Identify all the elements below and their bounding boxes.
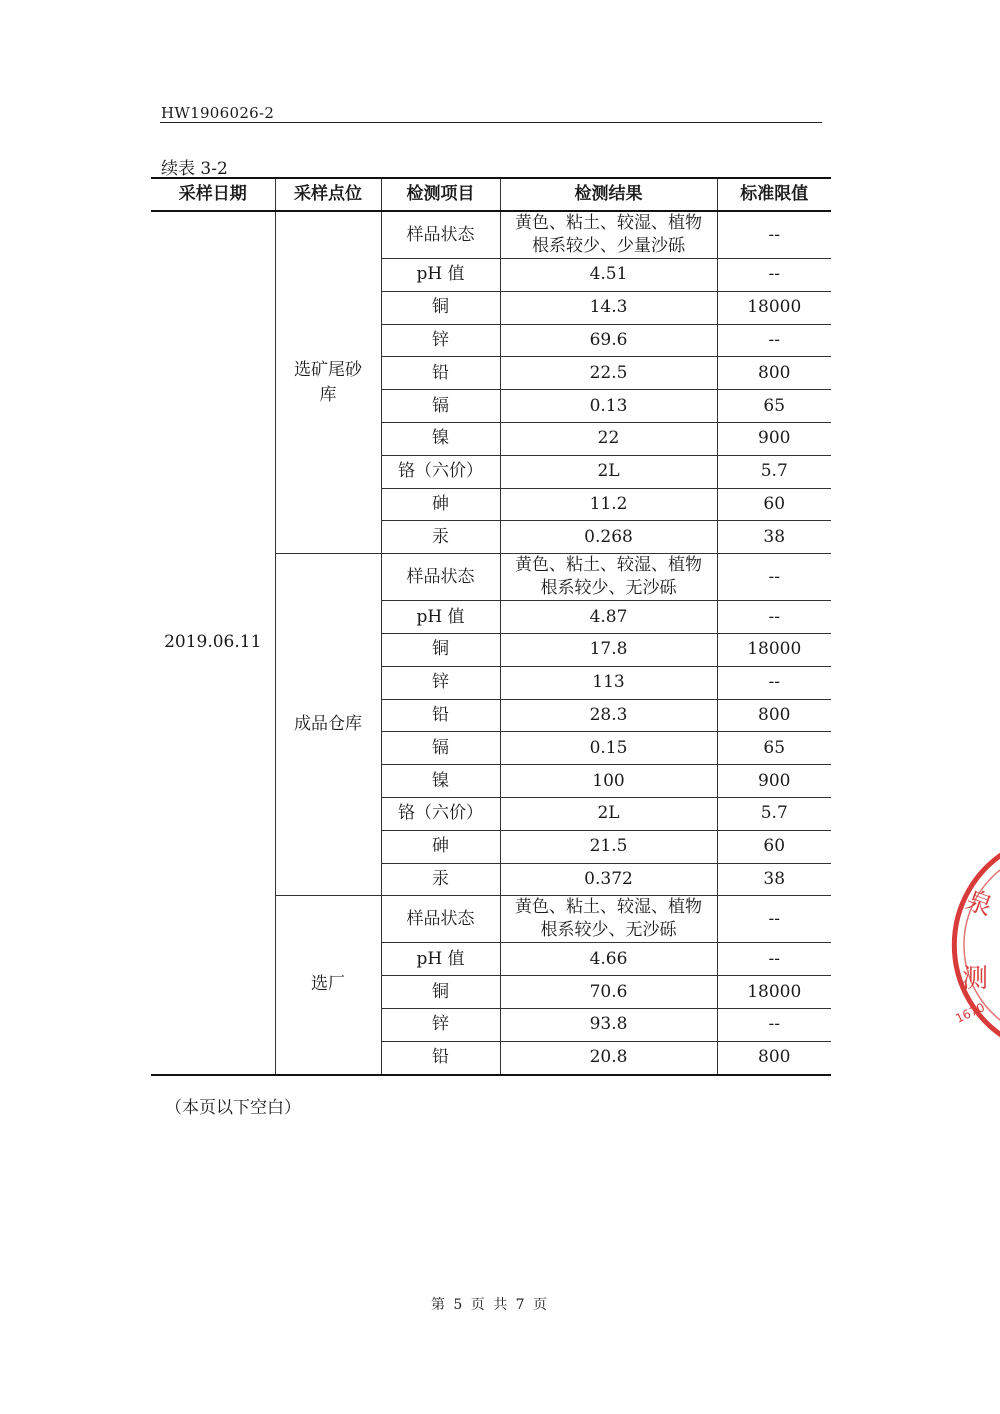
test-result-cell <box>500 554 717 601</box>
test-item-cell: 铬（六价） <box>381 455 500 488</box>
results-table <box>151 177 831 1076</box>
test-result-cell: 14.3 <box>500 291 717 324</box>
page-number: 第 5 页 共 7 页 <box>430 1297 550 1313</box>
test-result-cell: 93.8 <box>500 1008 717 1041</box>
sampling-point-cell <box>275 554 381 896</box>
sampling-point-cell <box>275 896 381 1075</box>
test-result-cell: 22 <box>500 422 717 455</box>
test-item-cell: pH 值 <box>381 943 500 976</box>
test-result-cell: 11.2 <box>500 488 717 521</box>
header-standard-limit: 标准限值 <box>717 178 831 211</box>
standard-limit-cell: 60 <box>717 830 831 863</box>
test-item-cell: pH 值 <box>381 601 500 634</box>
test-result-cell: 4.66 <box>500 943 717 976</box>
standard-limit-cell: -- <box>717 324 831 357</box>
test-item-cell: 镉 <box>381 732 500 765</box>
sampling-point-label: 选厂 <box>311 974 345 995</box>
test-item-cell: 铅 <box>381 357 500 390</box>
test-item-cell: 镍 <box>381 422 500 455</box>
test-result-cell: 4.51 <box>500 259 717 292</box>
test-item-cell: 汞 <box>381 521 500 554</box>
sample-state-text: 黄色、粘土、较湿、植物根系较少、无沙砾 <box>515 897 702 941</box>
test-result-cell: 70.6 <box>500 976 717 1009</box>
test-item-cell: 砷 <box>381 488 500 521</box>
standard-limit-cell: 5.7 <box>717 455 831 488</box>
sampling-point-label: 选矿尾砂库 <box>294 359 362 405</box>
test-result-cell: 100 <box>500 765 717 798</box>
test-item-cell: 铜 <box>381 633 500 666</box>
test-result-cell: 20.8 <box>500 1041 717 1074</box>
standard-limit-cell: 65 <box>717 390 831 423</box>
test-result-cell: 4.87 <box>500 601 717 634</box>
test-item-cell: 样品状态 <box>381 896 500 943</box>
header-divider <box>160 122 822 123</box>
svg-text:测: 测 <box>962 964 989 994</box>
test-item-cell: 铜 <box>381 976 500 1009</box>
report-code: HW1906026-2 <box>161 104 275 122</box>
standard-limit-cell: -- <box>717 896 831 943</box>
standard-limit-cell: 38 <box>717 863 831 896</box>
test-result-cell: 0.268 <box>500 521 717 554</box>
test-result-cell: 0.15 <box>500 732 717 765</box>
standard-limit-cell: -- <box>717 943 831 976</box>
test-item-cell: 样品状态 <box>381 554 500 601</box>
standard-limit-cell: -- <box>717 1008 831 1041</box>
standard-limit-cell: 800 <box>717 357 831 390</box>
test-result-cell: 28.3 <box>500 699 717 732</box>
test-result-cell: 0.13 <box>500 390 717 423</box>
test-item-cell: 砷 <box>381 830 500 863</box>
svg-text:1670: 1670 <box>953 1000 987 1026</box>
test-result-cell: 69.6 <box>500 324 717 357</box>
test-result-cell <box>500 896 717 943</box>
test-item-cell: 锌 <box>381 1008 500 1041</box>
test-item-cell: 汞 <box>381 863 500 896</box>
end-of-page-note: （本页以下空白） <box>165 1098 301 1118</box>
test-item-cell: 铬（六价） <box>381 797 500 830</box>
test-item-cell: 镉 <box>381 390 500 423</box>
standard-limit-cell: -- <box>717 554 831 601</box>
standard-limit-cell: -- <box>717 666 831 699</box>
test-result-cell: 113 <box>500 666 717 699</box>
test-item-cell: 锌 <box>381 324 500 357</box>
standard-limit-cell: 900 <box>717 765 831 798</box>
test-result-cell: 2L <box>500 797 717 830</box>
test-item-cell: 镍 <box>381 765 500 798</box>
test-result-cell: 22.5 <box>500 357 717 390</box>
red-seal-stamp <box>944 845 1000 1045</box>
header-sampling-date: 采样日期 <box>151 178 275 211</box>
test-result-cell <box>500 211 717 259</box>
standard-limit-cell: 800 <box>717 699 831 732</box>
header-test-result: 检测结果 <box>500 178 717 211</box>
standard-limit-cell: 18000 <box>717 633 831 666</box>
sampling-point-cell <box>275 211 381 554</box>
standard-limit-cell: 800 <box>717 1041 831 1074</box>
test-result-cell: 2L <box>500 455 717 488</box>
sample-state-text: 黄色、粘土、较湿、植物根系较少、少量沙砾 <box>515 213 702 256</box>
svg-text:泉: 泉 <box>961 885 997 923</box>
standard-limit-cell: 5.7 <box>717 797 831 830</box>
standard-limit-cell: 38 <box>717 521 831 554</box>
standard-limit-cell: -- <box>717 211 831 259</box>
header-test-item: 检测项目 <box>381 178 500 211</box>
test-result-cell: 0.372 <box>500 863 717 896</box>
test-result-cell: 21.5 <box>500 830 717 863</box>
table-row <box>151 211 831 259</box>
table-header-row <box>151 178 831 211</box>
test-item-cell: 锌 <box>381 666 500 699</box>
standard-limit-cell: 18000 <box>717 976 831 1009</box>
standard-limit-cell: -- <box>717 259 831 292</box>
sample-state-text: 黄色、粘土、较湿、植物根系较少、无沙砾 <box>515 555 702 599</box>
table-caption: 续表 3-2 <box>161 159 228 179</box>
test-result-cell: 17.8 <box>500 633 717 666</box>
test-item-cell: 铅 <box>381 699 500 732</box>
test-item-cell: 样品状态 <box>381 211 500 259</box>
standard-limit-cell: 65 <box>717 732 831 765</box>
test-item-cell: pH 值 <box>381 259 500 292</box>
standard-limit-cell: -- <box>717 601 831 634</box>
test-item-cell: 铜 <box>381 291 500 324</box>
test-item-cell: 铅 <box>381 1041 500 1074</box>
table-body <box>151 211 831 1075</box>
standard-limit-cell: 900 <box>717 422 831 455</box>
header-sampling-point: 采样点位 <box>275 178 381 211</box>
sampling-point-label: 成品仓库 <box>294 714 362 735</box>
standard-limit-cell: 18000 <box>717 291 831 324</box>
standard-limit-cell: 60 <box>717 488 831 521</box>
sampling-date-cell: 2019.06.11 <box>151 211 275 1075</box>
